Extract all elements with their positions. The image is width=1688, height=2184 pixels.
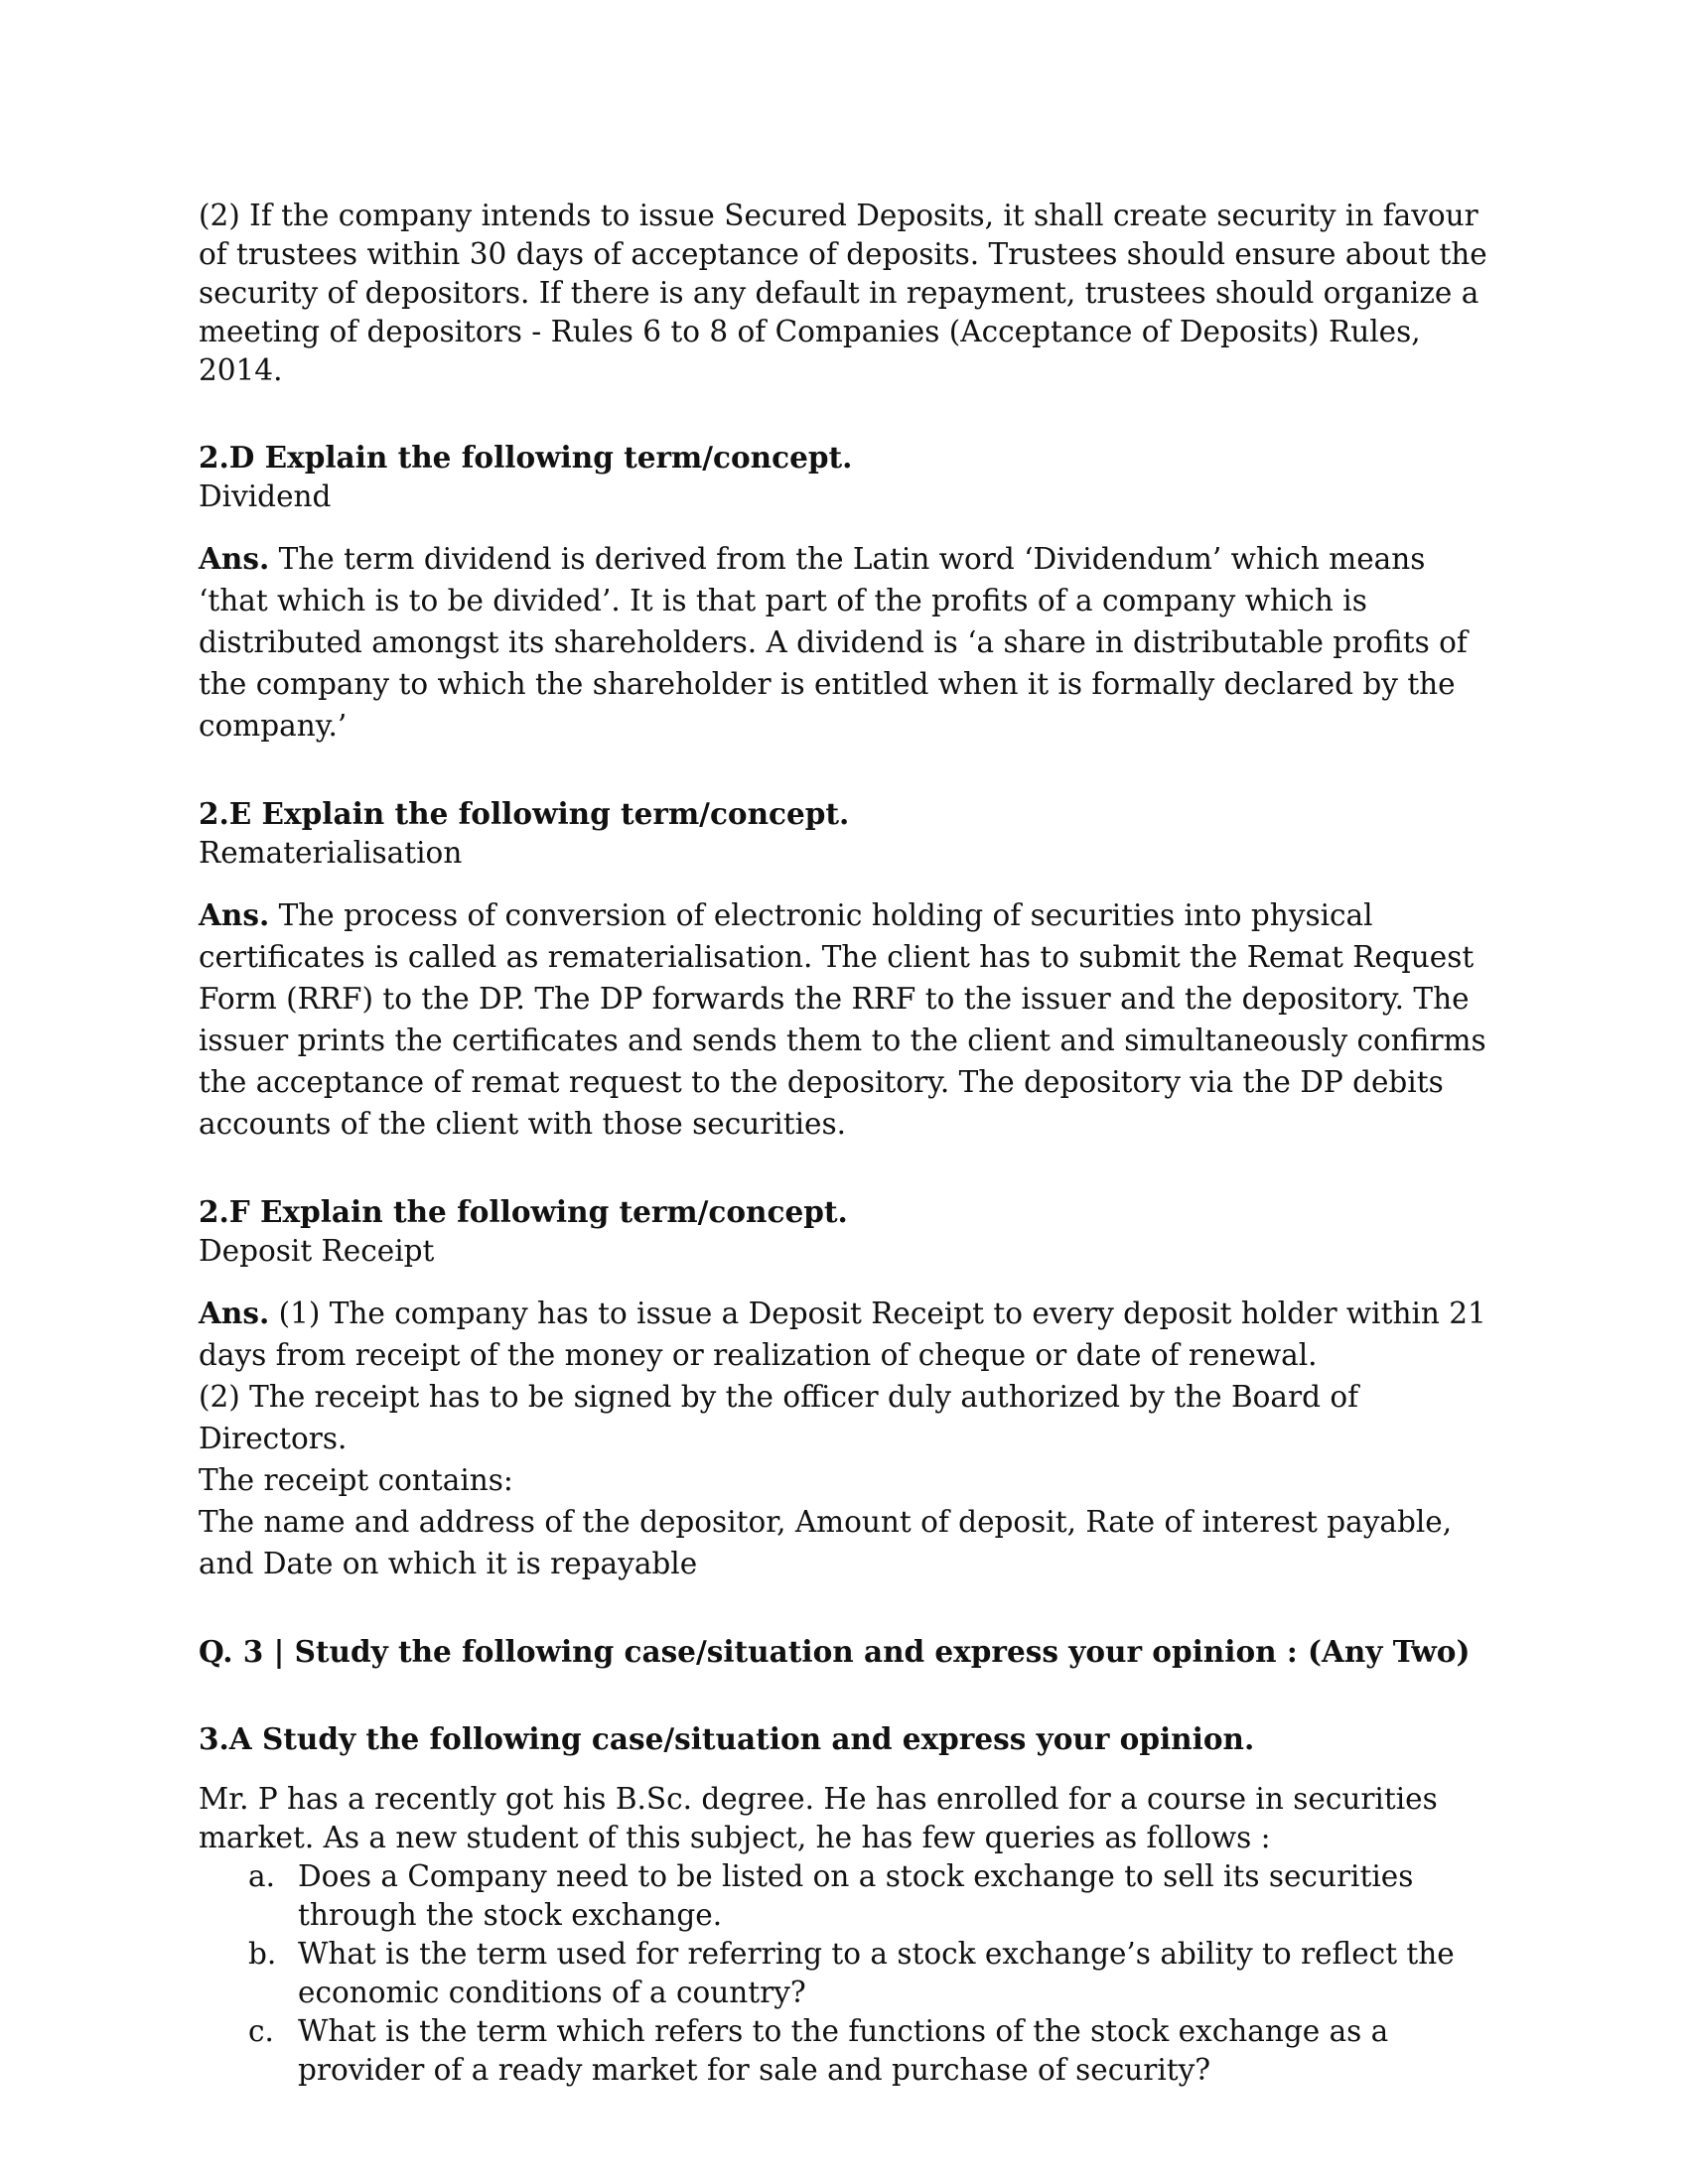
answer-2f-line: The name and address of the depositor, Amount of deposit, Rate of interest payable, and Date on which it is repayable — [199, 1505, 1453, 1580]
answer-text: The term dividend is derived from the Latin word ‘Dividendum’ which means ‘that which is to be divided’. It is that part of the profits of a company which is distributed amongst its shareholders. A dividend is ‘a share in distributable profits of the company to which the shareholder is entitled when it is formally declared by the company.’ — [199, 542, 1468, 743]
question-3-heading: Q. 3 | Study the following case/situation and express your opinion : (Any Two) — [199, 1634, 1471, 1669]
document-page — [199, 197, 1499, 2090]
list-item — [199, 1935, 1499, 2012]
list-item-text: What is the term which refers to the functions of the stock exchange as a provider of a ready market for sale and purchase of security? — [298, 2014, 1389, 2087]
list-marker: b. — [248, 1937, 277, 1971]
answer-2f-line: The receipt contains: — [199, 1463, 513, 1497]
section-heading-2d: 2.D Explain the following term/concept. — [199, 440, 853, 475]
answer-label: Ans. — [199, 897, 270, 932]
answer-text: The process of conversion of electronic holding of securities into physical certificates is called as rematerialisation. The client has to submit the Remat Request Form (RRF) to the DP. The DP forwards the RRF to the issuer and the depository. The issuer prints the certificates and sends them to the client and simultaneously confirms the acceptance of remat request to the depository. The depository via the DP debits accounts of the client with those securities. — [199, 898, 1486, 1141]
list-item-text: Does a Company need to be listed on a stock exchange to sell its securities through the stock exchange. — [298, 1859, 1414, 1932]
list-item — [199, 2012, 1499, 2090]
list-marker: a. — [248, 1859, 275, 1893]
answer-2e — [199, 894, 1499, 1145]
list-item — [199, 1857, 1499, 1935]
section-heading-2f: 2.F Explain the following term/concept. — [199, 1194, 848, 1229]
section-term-2f: Deposit Receipt — [199, 1233, 435, 1268]
intro-paragraph: (2) If the company intends to issue Secured Deposits, it shall create security in favour of trustees within 30 days of acceptance of deposits. Trustees should ensure about the security of depositors. If there is any default in repayment, trustees should organize a meeting of depositors - Rules 6 to 8 of Companies (Acceptance of Deposits) Rules, 2014. — [199, 199, 1487, 387]
answer-2d — [199, 538, 1499, 747]
answer-2f — [199, 1293, 1499, 1376]
section-term-2e: Rematerialisation — [199, 835, 463, 870]
list-item-text: What is the term used for referring to a stock exchange’s ability to reflect the economic conditions of a country? — [298, 1937, 1455, 2009]
list-marker: c. — [248, 2014, 274, 2048]
answer-2f-line: (2) The receipt has to be signed by the officer duly authorized by the Board of Directors. — [199, 1380, 1359, 1455]
query-list — [199, 1857, 1499, 2090]
section-term-2d: Dividend — [199, 478, 332, 513]
question-3a-heading: 3.A Study the following case/situation and express your opinion. — [199, 1720, 1255, 1756]
case-text: Mr. P has a recently got his B.Sc. degree. He has enrolled for a course in securities market. As a new student of this subject, he has few queries as follows : — [199, 1782, 1438, 1854]
answer-label: Ans. — [199, 541, 270, 576]
section-heading-2e: 2.E Explain the following term/concept. — [199, 796, 850, 831]
answer-label: Ans. — [199, 1296, 270, 1330]
answer-text: (1) The company has to issue a Deposit Receipt to every deposit holder within 21 days from receipt of the money or realization of cheque or date of renewal. — [199, 1297, 1486, 1372]
